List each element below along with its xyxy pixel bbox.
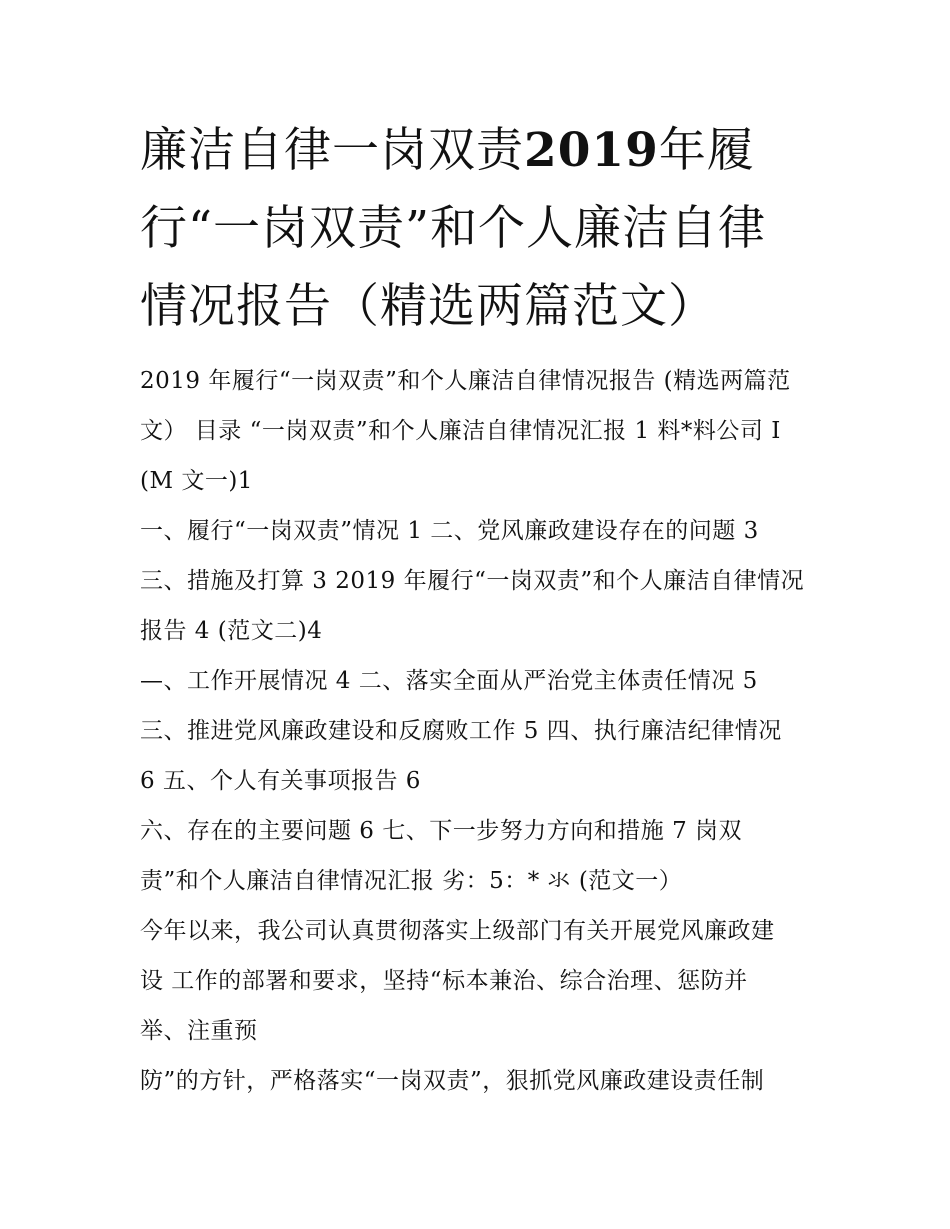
body-line: 三、措施及打算 3 2019 年履行“一岗双责”和个人廉洁自律情况: [140, 568, 805, 594]
body-line: 6 五、个人有关事项报告 6: [140, 768, 421, 794]
body-line: 六、存在的主要问题 6 七、下一步努力方向和措施 7 岗双: [140, 818, 743, 844]
body-line: (M 文一)1: [140, 468, 253, 494]
title-part-2: 年履: [658, 123, 755, 178]
body-line: 防”的方针，严格落实“一岗双责”，狠抓党风廉政建设责任制: [140, 1068, 765, 1094]
body-line: 举、注重预: [140, 1018, 258, 1044]
body-line: —、工作开展情况 4 二、落实全面从严治党主体责任情况 5: [140, 668, 758, 694]
title-year: 2019: [524, 123, 659, 178]
title-line-2: 行“一岗双责”和个人廉洁自律: [140, 201, 767, 256]
body-line: 报告 4 (范文二)4: [140, 618, 323, 644]
document-title: [140, 112, 820, 346]
body-line: 文） 目录 “一岗双责”和个人廉洁自律情况汇报 1 料*料公司 I: [140, 418, 781, 444]
body-line: 设 工作的部署和要求，坚持“标本兼治、综合治理、惩防并: [140, 968, 748, 994]
title-part-1: 廉洁自律一岗双责: [140, 123, 524, 178]
body-line: 一、履行“一岗双责”情况 1 二、党风廉政建设存在的问题 3: [140, 518, 759, 544]
body-line: 今年以来，我公司认真贯彻落实上级部门有关开展党风廉政建: [140, 918, 775, 944]
title-line-1: [140, 112, 820, 190]
body-line: 责”和个人廉洁自律情况汇报 劣：5：* 氺 (范文一）: [140, 868, 683, 894]
body-line: 三、推进党风廉政建设和反腐败工作 5 四、执行廉洁纪律情况: [140, 718, 782, 744]
document-body: [140, 356, 820, 1106]
document-page: [140, 112, 820, 1106]
title-line-3: 情况报告（精选两篇范文）: [140, 279, 716, 334]
body-line: 2019 年履行“一岗双责”和个人廉洁自律情况报告 (精选两篇范: [140, 368, 791, 394]
